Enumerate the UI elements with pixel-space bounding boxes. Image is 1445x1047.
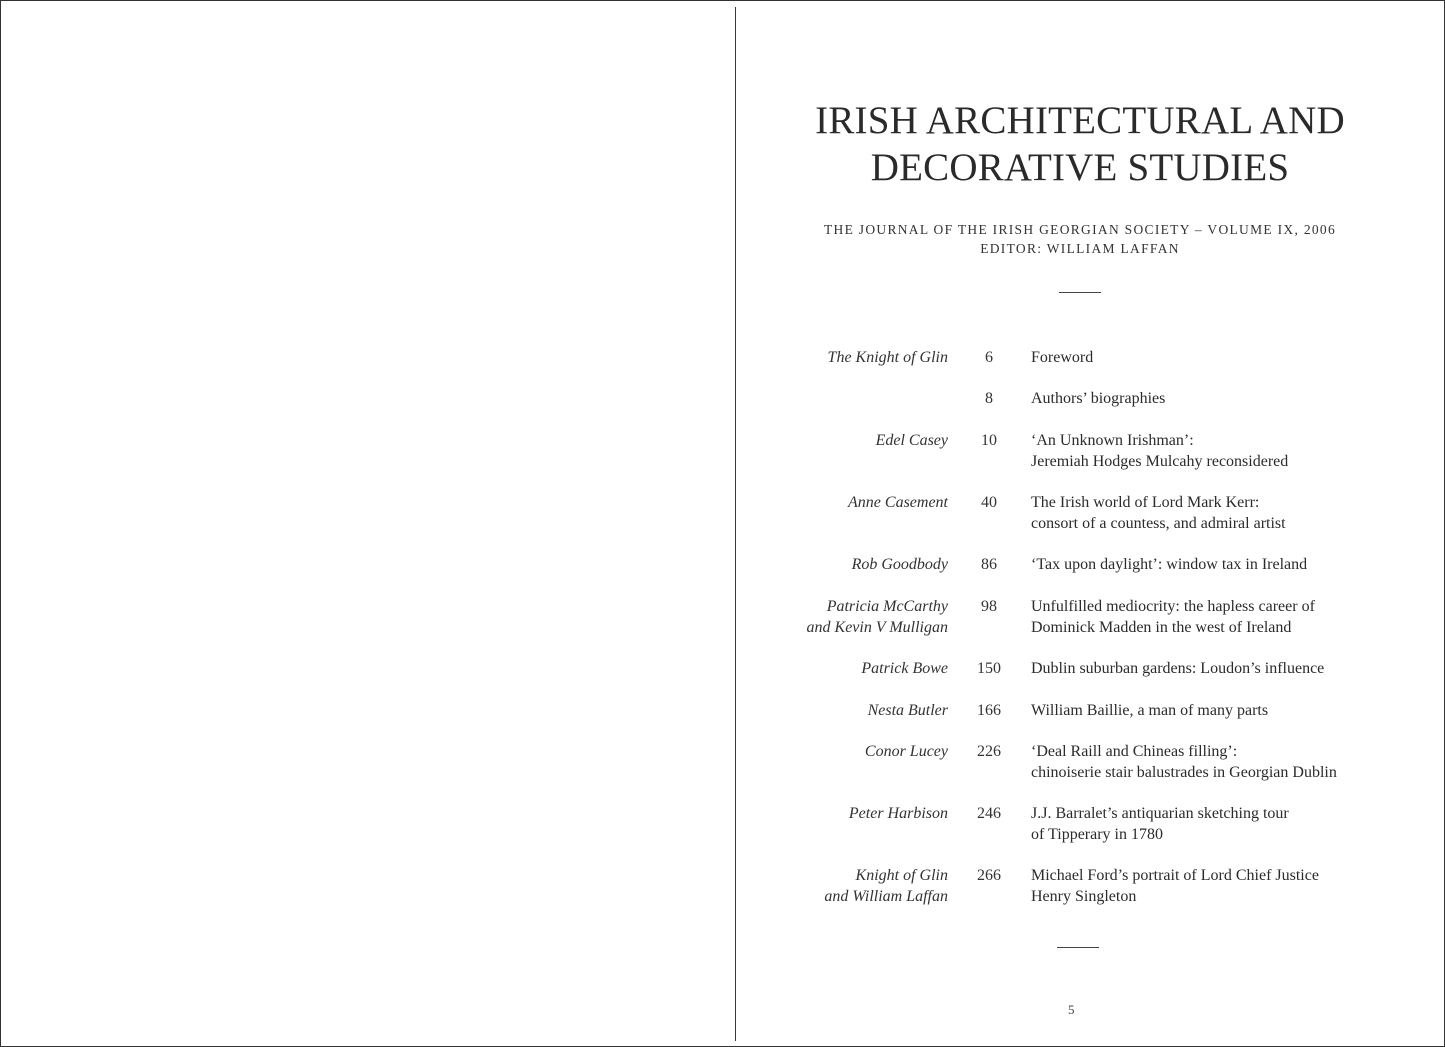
toc-article-title-line: ‘An Unknown Irishman’: <box>1031 432 1194 449</box>
toc-article-title <box>1031 865 1319 907</box>
toc-author <box>861 658 948 679</box>
toc-page-number: 266 <box>977 867 1001 884</box>
toc-author <box>848 492 948 513</box>
toc-author <box>852 554 948 575</box>
toc-article-title-line: William Baillie, a man of many parts <box>1031 702 1269 719</box>
journal-title-line-2: DECORATIVE STUDIES <box>870 146 1290 189</box>
toc-article-title-line: Unfulfilled mediocrity: the hapless career of <box>1031 598 1315 615</box>
journal-title-line-1: IRISH ARCHITECTURAL AND <box>815 99 1345 142</box>
editor-line: EDITOR: WILLIAM LAFFAN <box>980 241 1180 256</box>
toc-author-line: Rob Goodbody <box>851 556 948 573</box>
toc-article-title-line: Henry Singleton <box>1031 888 1137 905</box>
toc-author-line: and Kevin V Mulligan <box>806 619 948 636</box>
toc-article-title <box>1031 430 1288 472</box>
toc-author-line: Anne Casement <box>848 494 948 511</box>
toc-page-number: 8 <box>985 390 993 407</box>
toc-article-title-line: Foreword <box>1031 349 1094 366</box>
toc-author-line: Conor Lucey <box>864 743 948 760</box>
toc-author-line: Knight of Glin <box>855 867 948 884</box>
toc-article-title-line: ‘Tax upon daylight’: window tax in Ireland <box>1031 556 1308 573</box>
toc-author-line: and William Laffan <box>824 888 948 905</box>
toc-article-title-line: Dublin suburban gardens: Loudon’s influence <box>1031 660 1325 677</box>
toc-article-title-line: ‘Deal Raill and Chineas filling’: <box>1031 743 1238 760</box>
toc-author-line: Edel Casey <box>875 432 948 449</box>
toc-article-title <box>1031 596 1315 638</box>
toc-page-number: 246 <box>977 805 1001 822</box>
toc-page-number: 98 <box>981 598 997 615</box>
toc-article-title-line: of Tipperary in 1780 <box>1031 826 1163 843</box>
toc-page-number: 86 <box>981 556 997 573</box>
toc-page-number: 150 <box>977 660 1001 677</box>
toc-author-line: Nesta Butler <box>867 702 948 719</box>
toc-page-number: 166 <box>977 702 1001 719</box>
toc-article-title-line: Dominick Madden in the west of Ireland <box>1031 619 1292 636</box>
toc-author <box>868 700 948 721</box>
toc-author-line: Peter Harbison <box>848 805 948 822</box>
toc-article-title <box>1031 700 1268 721</box>
toc-article-title <box>1031 554 1307 575</box>
toc-author <box>828 347 948 368</box>
toc-author-line: Patrick Bowe <box>861 660 948 677</box>
toc-page-number: 40 <box>981 494 997 511</box>
toc-author-line: The Knight of Glin <box>827 349 948 366</box>
toc-author-line: Patricia McCarthy <box>826 598 948 615</box>
toc-author <box>876 430 948 451</box>
left-page-blank <box>1 1 735 1046</box>
gutter-line <box>735 7 736 1041</box>
toc-article-title <box>1031 347 1093 368</box>
toc-page-number: 226 <box>977 743 1001 760</box>
toc-article-title-line: chinoiserie stair balustrades in Georgian Dublin <box>1031 764 1337 781</box>
page-number: 5 <box>1068 1002 1075 1017</box>
journal-title <box>737 97 1423 191</box>
divider-rule-top <box>1059 292 1101 293</box>
toc-article-title-line: The Irish world of Lord Mark Kerr: <box>1031 494 1260 511</box>
toc-article-title-line: consort of a countess, and admiral artist <box>1031 515 1286 532</box>
toc-article-title <box>1031 803 1289 845</box>
divider-rule-bottom <box>1057 947 1099 948</box>
toc-author <box>849 803 948 824</box>
toc-article-title-line: Michael Ford’s portrait of Lord Chief Justice <box>1031 867 1319 884</box>
toc-article-title-line: Authors’ biographies <box>1031 390 1166 407</box>
journal-subtitle <box>737 220 1423 258</box>
journal-subtitle-line-1: THE JOURNAL OF THE IRISH GEORGIAN SOCIETY – VOLUME IX, 2006 <box>823 222 1337 237</box>
toc-article-title <box>1031 492 1286 534</box>
toc-page-number: 6 <box>985 349 993 366</box>
toc-article-title <box>1031 658 1324 679</box>
toc-page-number: 10 <box>981 432 997 449</box>
toc-author <box>807 596 948 638</box>
toc-article-title-line: Jeremiah Hodges Mulcahy reconsidered <box>1031 453 1289 470</box>
right-page <box>737 1 1444 1046</box>
toc-author <box>865 741 948 762</box>
toc-author <box>824 865 948 907</box>
toc-article-title-line: J.J. Barralet’s antiquarian sketching tour <box>1031 805 1289 822</box>
toc-article-title <box>1031 741 1337 783</box>
toc-article-title <box>1031 388 1165 409</box>
